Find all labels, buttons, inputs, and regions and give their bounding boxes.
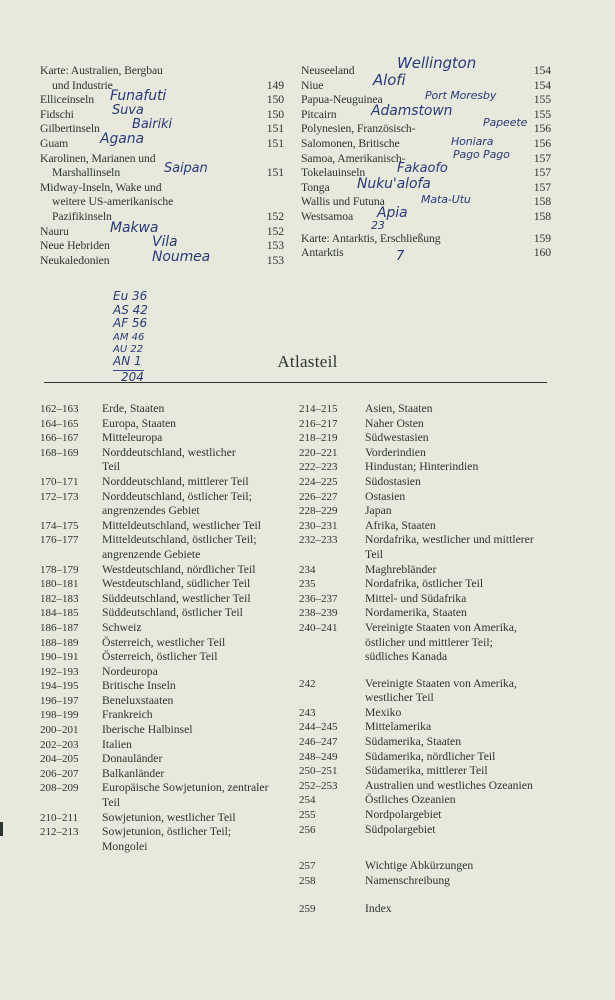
atlas-entry: 174–175 Mitteldeutschland, westlicher Teil: [40, 518, 261, 532]
handwritten-capital: Alofi: [373, 70, 406, 89]
atlas-entry: 182–183 Süddeutschland, westlicher Teil: [40, 591, 251, 605]
handwritten-capital: Nuku'alofa: [357, 175, 431, 192]
handwritten-capital: Port Moresby: [425, 89, 497, 103]
index-column-right: [301, 54, 551, 265]
index-entry: Midway-Inseln, Wake und weitere US-amerikanische Pazifikinseln 152: [40, 180, 284, 223]
handwritten-capital: Apia: [377, 204, 408, 221]
handwritten-capital: Pago Pago: [453, 147, 510, 161]
handwritten-capital: Noumea: [152, 248, 211, 265]
atlas-entry: 162–163 Erde, Staaten: [40, 402, 165, 415]
atlas-entry: 254 Östliches Ozeanien: [299, 793, 456, 807]
index-entry: Niue 154 Alofi: [301, 70, 551, 92]
index-entry: Neue Hebriden 153 Vila: [40, 234, 284, 253]
atlas-entry: 220–221 Vorderindien: [299, 445, 426, 459]
index-entry: Elliceinseln 150 Funafuti: [40, 88, 284, 107]
handwritten-capital: Vila: [152, 234, 178, 251]
handwritten-capital: Papeete: [483, 116, 528, 130]
atlas-entry: 228–229 Japan: [299, 504, 392, 518]
atlas-entry: 216–217 Naher Osten: [299, 416, 424, 430]
handwritten-capital: Wellington: [397, 54, 477, 72]
atlas-entry: 243 Mexiko: [299, 705, 402, 719]
atlas-entry: 176–177 Mitteldeutschland, östlicher Teil; angrenzende Gebiete: [40, 533, 257, 561]
atlas-entry: 234 Maghrebländer: [299, 562, 437, 576]
handwritten-number: 7: [396, 249, 405, 265]
margin-mark: [0, 822, 3, 836]
index-entry: Fidschi 150 Suva: [40, 102, 284, 121]
index-entry: Nauru 152 Makwa: [40, 219, 284, 238]
atlas-entry: 222–223 Hindustan; Hinterindien: [299, 460, 479, 474]
atlas-entry: 256 Südpolargebiet: [299, 822, 436, 836]
index-entry: Neukaledonien 153 Noumea: [40, 248, 284, 267]
atlas-entry: 198–199 Frankreich: [40, 708, 153, 722]
atlas-entry: 196–197 Beneluxstaaten: [40, 693, 174, 707]
atlas-column-left: [40, 402, 286, 854]
atlas-entry: 255 Nordpolargebiet: [299, 808, 442, 822]
index-entry: Karolinen, Marianen und Marshallinseln 151 Saipan: [40, 151, 284, 180]
atlas-entry: 194–195 Britische Inseln: [40, 679, 176, 693]
atlas-entry: 206–207 Balkanländer: [40, 766, 165, 780]
atlas-entry: 235 Nordafrika, östlicher Teil: [299, 577, 484, 591]
atlas-entry: 240–241 Vereinigte Staaten von Amerika, östlicher und mittlerer Teil; südliches Kanada: [299, 620, 517, 664]
atlas-entry: 180–181 Westdeutschland, südlicher Teil: [40, 577, 251, 591]
handwritten-capital: Agana: [100, 130, 144, 147]
atlas-entry: 166–167 Mitteleuropa: [40, 431, 163, 445]
atlas-entry: 242 Vereinigte Staaten von Amerika, westlicher Teil: [299, 676, 517, 705]
atlas-entry: 224–225 Südostasien: [299, 474, 421, 488]
index-column-left: [40, 64, 284, 268]
atlas-entry: 184–185 Süddeutschland, östlicher Teil: [40, 606, 243, 620]
index-entry: Salomonen, Britische 156 Honiara: [301, 134, 551, 150]
index-entry: Neuseeland 154 Wellington: [301, 54, 551, 77]
heading-rule: [44, 382, 547, 383]
handwritten-count: AS 42: [113, 302, 148, 317]
index-entry: Wallis und Futuna 158 Mata-Utu: [301, 193, 551, 209]
index-entry: Tokelauinseln 157 Fakaofo: [301, 161, 551, 180]
index-entry: Antarktis 160 7: [301, 246, 551, 265]
atlas-entry: 250–251 Südamerika, mittlerer Teil: [299, 764, 488, 778]
handwritten-capital: Saipan: [164, 160, 208, 176]
atlas-entry: 218–219 Südwestasien: [299, 431, 429, 445]
atlas-entry: 188–189 Österreich, westlicher Teil: [40, 635, 226, 649]
handwritten-capital: Bairiki: [132, 117, 172, 133]
atlas-column-right: [299, 402, 549, 917]
handwritten-capital: Funafuti: [110, 88, 167, 105]
atlas-entry: 172–173 Norddeutschland, östlicher Teil; angrenzendes Gebiet: [40, 489, 252, 518]
atlas-entry: 244–245 Mittelamerika: [299, 720, 432, 734]
atlas-entry: 202–203 Italien: [40, 737, 132, 751]
handwritten-capital: Fakaofo: [397, 161, 448, 177]
section-heading: Atlasteil: [277, 352, 338, 371]
handwritten-count: AF 56: [113, 316, 148, 330]
atlas-entry: 246–247 Südamerika, Staaten: [299, 735, 462, 749]
handwritten-capital: Honiara: [451, 134, 494, 148]
index-entry: Papua-Neuguinea 155 Port Moresby: [301, 89, 551, 107]
atlas-entry: 164–165 Europa, Staaten: [40, 416, 176, 430]
atlas-entry: 232–233 Nordafrika, westlicher und mittlerer Teil: [299, 533, 534, 561]
handwritten-capital: Makwa: [110, 219, 159, 236]
index-entry: Westsamoa 158 Apia 23: [301, 204, 551, 232]
atlas-entry: 238–239 Nordamerika, Staaten: [299, 606, 467, 620]
index-entry: Tonga 157 Nuku'alofa: [301, 175, 551, 194]
handwritten-count: AM 46: [113, 331, 145, 343]
atlas-entry: 168–169 Norddeutschland, westlicher Teil: [40, 445, 236, 474]
atlas-entry: 186–187 Schweiz: [40, 620, 142, 634]
atlas-entry: 170–171 Norddeutschland, mittlerer Teil: [40, 474, 249, 488]
atlas-entry: 208–209 Europäische Sowjetunion, zentraler Teil: [40, 781, 269, 810]
handwritten-capital: Mata-Utu: [421, 193, 471, 207]
handwritten-count: Eu 36: [113, 289, 148, 303]
atlas-entry: 258 Namenschreibung: [299, 873, 451, 887]
index-entry: Karte: Antarktis, Erschließung 159: [301, 231, 551, 245]
atlas-entry: 252–253 Australien und westliches Ozeanien: [299, 778, 533, 792]
handwritten-capital: Adamstown: [371, 102, 453, 119]
atlas-entry: 190–191 Österreich, östlicher Teil: [40, 650, 218, 664]
atlas-entry: 248–249 Südamerika, nördlicher Teil: [299, 749, 496, 763]
index-entry: Gilbertinseln 151 Bairiki: [40, 117, 284, 136]
atlas-entry: 192–193 Nordeuropa: [40, 664, 158, 678]
handwritten-total: 204: [113, 370, 144, 385]
index-entry: Polynesien, Französisch- 156 Papeete: [301, 116, 551, 136]
handwritten-capital: Suva: [112, 102, 144, 118]
atlas-entry: 236–237 Mittel- und Südafrika: [299, 591, 467, 605]
index-entry: Samoa, Amerikanisch- 157 Pago Pago: [301, 147, 551, 165]
index-entry: Guam 151 Agana: [40, 130, 284, 150]
atlas-entry: 257 Wichtige Abkürzungen: [299, 859, 474, 873]
atlas-entry: 210–211 Sowjetunion, westlicher Teil: [40, 810, 236, 824]
atlas-entry: 214–215 Asien, Staaten: [299, 402, 433, 415]
atlas-entry: 226–227 Ostasien: [299, 489, 406, 503]
atlas-entry: 204–205 Donauländer: [40, 752, 163, 766]
index-entry: Pitcairn 155 Adamstown: [301, 102, 551, 121]
atlas-entry: 200–201 Iberische Halbinsel: [40, 723, 193, 737]
atlas-entry: 178–179 Westdeutschland, nördlicher Teil: [40, 562, 256, 576]
index-entry: Karte: Australien, Bergbau und Industrie 149: [40, 64, 284, 92]
handwritten-count: AN 1: [113, 354, 142, 368]
atlas-entry: 212–213 Sowjetunion, östlicher Teil; Mongolei: [40, 825, 232, 853]
handwritten-count: AU 22: [113, 344, 144, 355]
atlas-entry: 230–231 Afrika, Staaten: [299, 518, 436, 532]
atlas-entry: 259 Index: [299, 902, 392, 916]
handwritten-number: 23: [371, 218, 385, 232]
